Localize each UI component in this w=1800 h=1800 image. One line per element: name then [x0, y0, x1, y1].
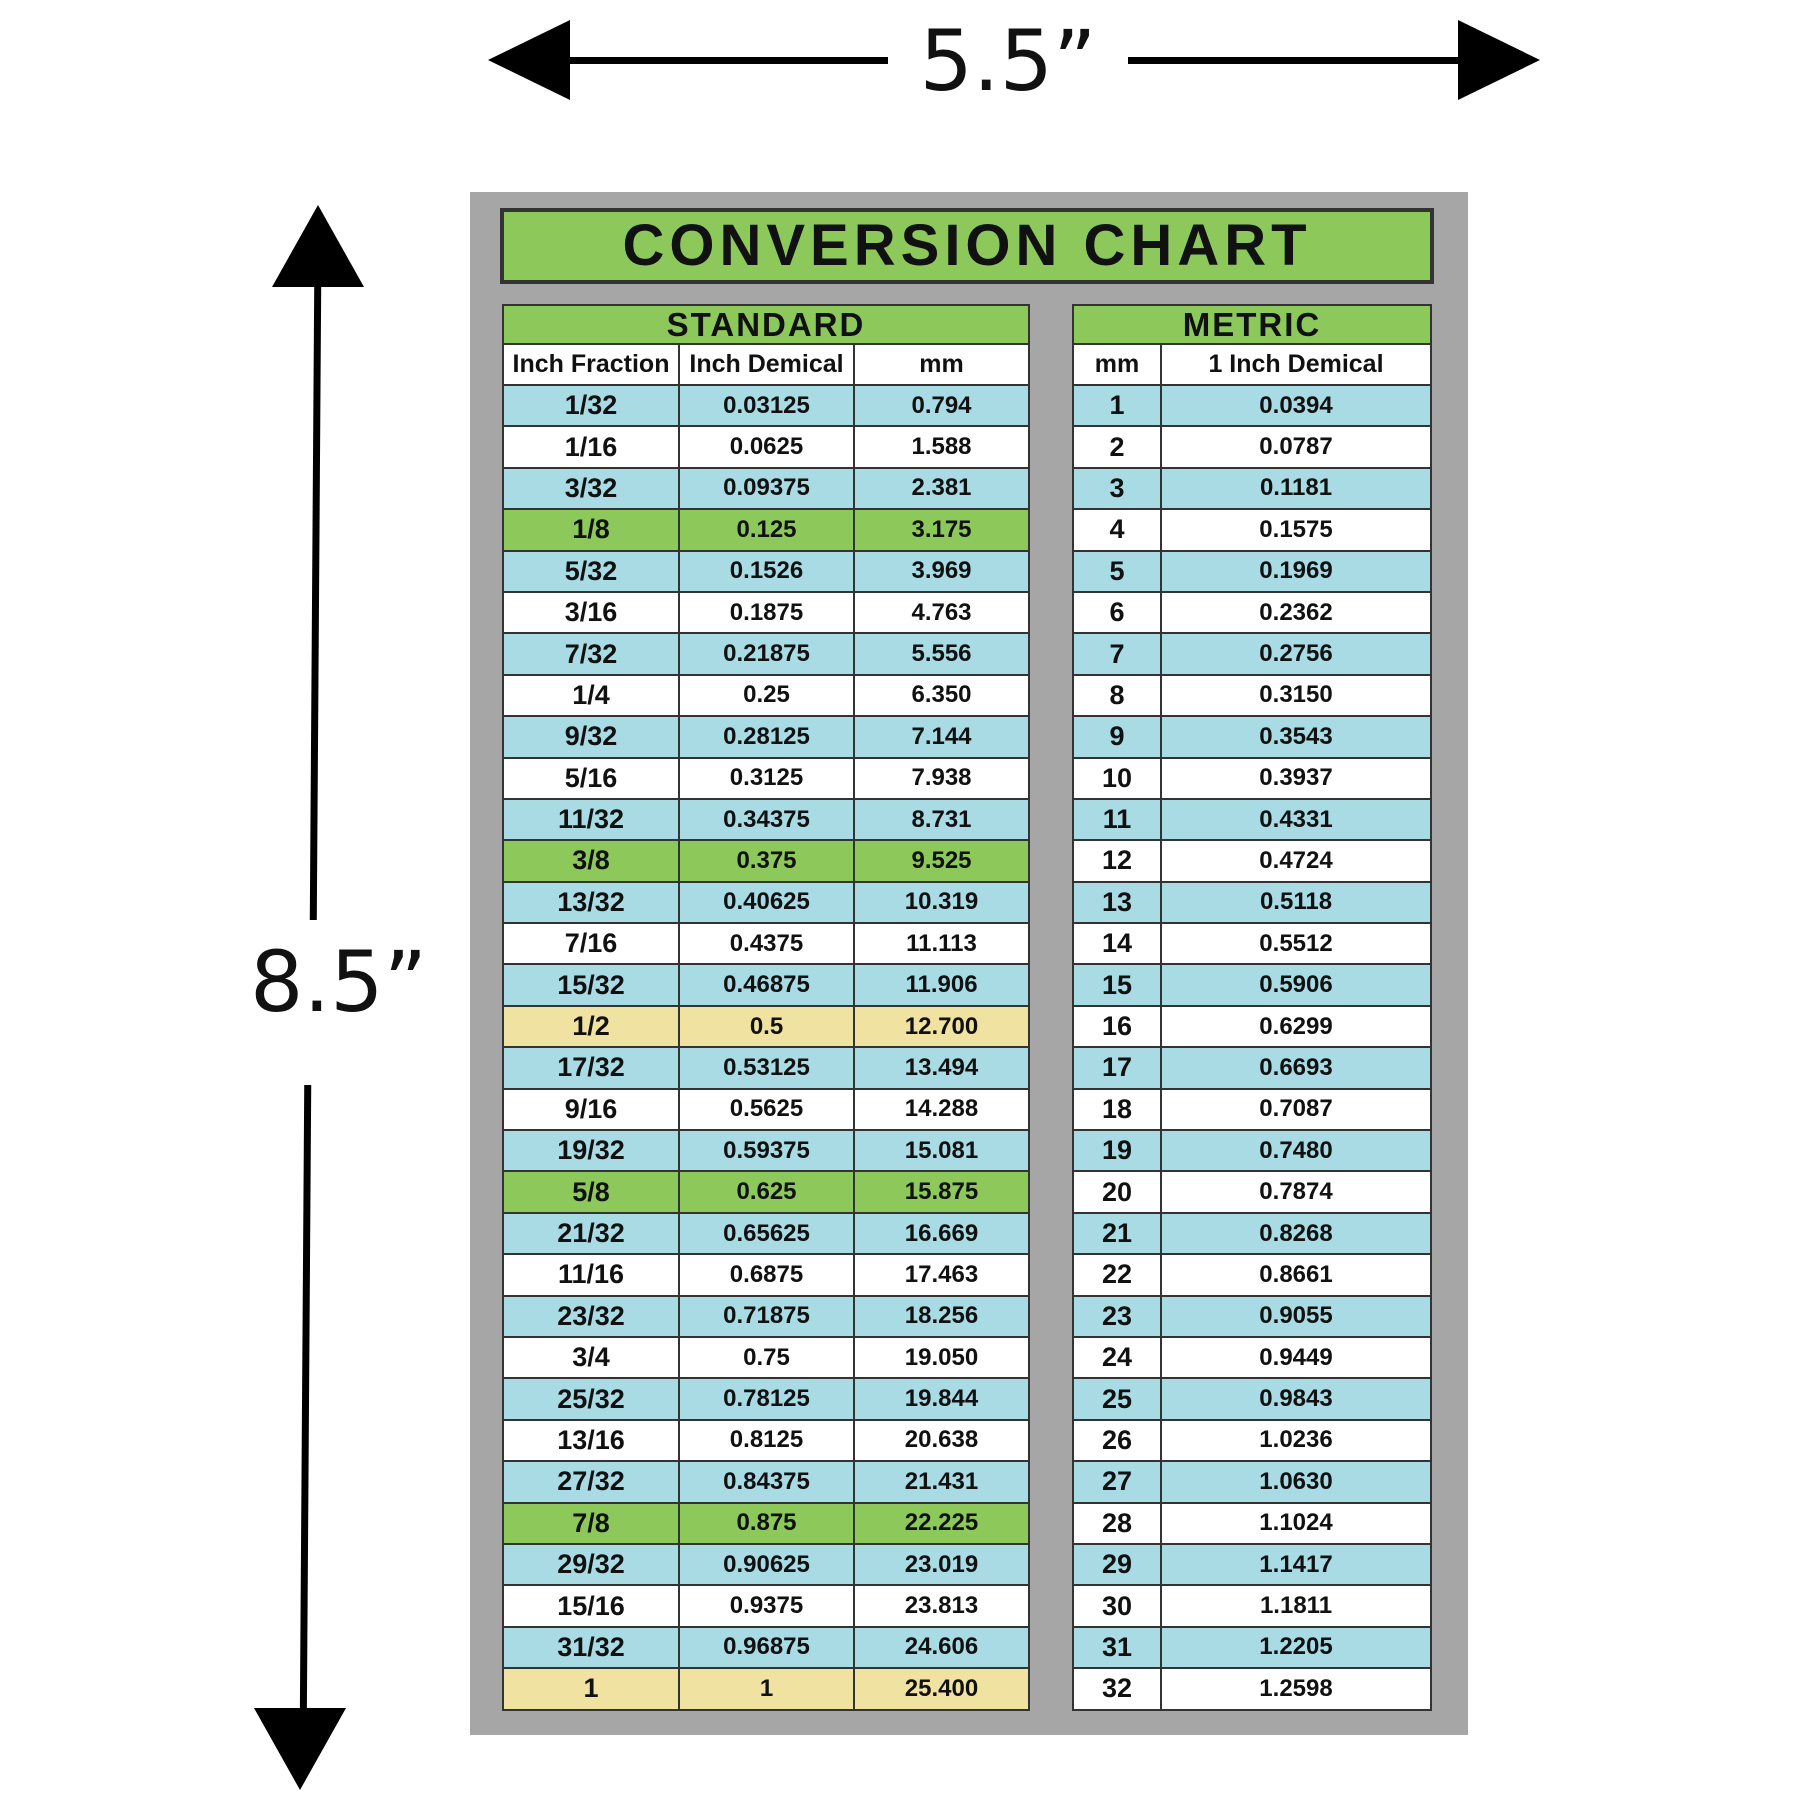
inch-decimal-cell: 1.1811 [1161, 1585, 1431, 1626]
decimal-cell: 0.65625 [679, 1213, 854, 1254]
inch-decimal-cell: 0.7480 [1161, 1130, 1431, 1171]
mm-cell: 3 [1073, 468, 1161, 509]
mm-cell: 21 [1073, 1213, 1161, 1254]
mm-cell: 4 [1073, 509, 1161, 550]
table-row [503, 1047, 1029, 1088]
decimal-cell: 0.09375 [679, 468, 854, 509]
mm-cell: 10.319 [854, 882, 1029, 923]
mm-cell: 8.731 [854, 799, 1029, 840]
fraction-cell: 3/32 [503, 468, 679, 509]
fraction-cell: 5/8 [503, 1171, 679, 1212]
decimal-cell: 0.625 [679, 1171, 854, 1212]
table-row [1073, 509, 1431, 550]
metric-table [1072, 304, 1432, 1711]
inch-decimal-cell: 0.3150 [1161, 675, 1431, 716]
mm-cell: 14 [1073, 923, 1161, 964]
inch-decimal-cell: 0.6299 [1161, 1006, 1431, 1047]
decimal-cell: 0.3125 [679, 758, 854, 799]
dimension-line [558, 57, 888, 64]
fraction-cell: 15/32 [503, 964, 679, 1005]
inch-decimal-cell: 0.1969 [1161, 551, 1431, 592]
mm-cell: 0.794 [854, 385, 1029, 426]
table-row [503, 426, 1029, 467]
inch-decimal-cell: 1.2205 [1161, 1627, 1431, 1668]
table-row [1073, 385, 1431, 426]
table-row [503, 1337, 1029, 1378]
table-row [503, 468, 1029, 509]
conversion-card [470, 192, 1468, 1735]
table-row [1073, 1130, 1431, 1171]
dimension-line [300, 1085, 311, 1725]
mm-cell: 6.350 [854, 675, 1029, 716]
table-row [1073, 1378, 1431, 1419]
table-row [1073, 716, 1431, 757]
fraction-cell: 1/2 [503, 1006, 679, 1047]
inch-decimal-cell: 1.0630 [1161, 1461, 1431, 1502]
table-row [503, 1378, 1029, 1419]
table-row [1073, 1337, 1431, 1378]
decimal-cell: 0.0625 [679, 426, 854, 467]
table-row [503, 964, 1029, 1005]
table-row [503, 1213, 1029, 1254]
table-row [503, 1503, 1029, 1544]
arrow-down-icon [254, 1708, 346, 1790]
inch-decimal-cell: 0.0394 [1161, 385, 1431, 426]
mm-cell: 16 [1073, 1006, 1161, 1047]
fraction-cell: 1/8 [503, 509, 679, 550]
inch-decimal-cell: 0.6693 [1161, 1047, 1431, 1088]
table-row [503, 716, 1029, 757]
table-row [1073, 1006, 1431, 1047]
table-row [503, 1420, 1029, 1461]
table-row [1073, 923, 1431, 964]
mm-cell: 15.875 [854, 1171, 1029, 1212]
table-row [503, 385, 1029, 426]
mm-cell: 29 [1073, 1544, 1161, 1585]
table-row [1073, 675, 1431, 716]
decimal-cell: 0.03125 [679, 385, 854, 426]
inch-decimal-cell: 0.0787 [1161, 426, 1431, 467]
table-row [1073, 1254, 1431, 1295]
decimal-cell: 0.9375 [679, 1585, 854, 1626]
table-row [1073, 1668, 1431, 1709]
table-row [503, 551, 1029, 592]
inch-decimal-cell: 0.7874 [1161, 1171, 1431, 1212]
column-header: Inch Demical [679, 344, 854, 385]
table-row [503, 840, 1029, 881]
fraction-cell: 3/16 [503, 592, 679, 633]
table-row [1073, 1627, 1431, 1668]
mm-cell: 9.525 [854, 840, 1029, 881]
column-header: mm [1073, 344, 1161, 385]
decimal-cell: 0.96875 [679, 1627, 854, 1668]
table-row [503, 799, 1029, 840]
inch-decimal-cell: 1.2598 [1161, 1668, 1431, 1709]
table-row [503, 758, 1029, 799]
inch-decimal-cell: 0.5512 [1161, 923, 1431, 964]
table-row [1073, 633, 1431, 674]
mm-cell: 1.588 [854, 426, 1029, 467]
metric-heading: METRIC [1073, 305, 1431, 344]
table-row [1073, 426, 1431, 467]
mm-cell: 14.288 [854, 1089, 1029, 1130]
table-row [503, 1544, 1029, 1585]
table-row [503, 633, 1029, 674]
mm-cell: 15 [1073, 964, 1161, 1005]
mm-cell: 16.669 [854, 1213, 1029, 1254]
mm-cell: 7.938 [854, 758, 1029, 799]
mm-cell: 13.494 [854, 1047, 1029, 1088]
mm-cell: 20.638 [854, 1420, 1029, 1461]
mm-cell: 5 [1073, 551, 1161, 592]
fraction-cell: 11/16 [503, 1254, 679, 1295]
mm-cell: 32 [1073, 1668, 1161, 1709]
table-row [503, 1089, 1029, 1130]
inch-decimal-cell: 0.8661 [1161, 1254, 1431, 1295]
mm-cell: 7.144 [854, 716, 1029, 757]
table-row [503, 1296, 1029, 1337]
decimal-cell: 0.5 [679, 1006, 854, 1047]
fraction-cell: 21/32 [503, 1213, 679, 1254]
mm-cell: 3.969 [854, 551, 1029, 592]
decimal-cell: 0.875 [679, 1503, 854, 1544]
mm-cell: 7 [1073, 633, 1161, 674]
table-row [1073, 468, 1431, 509]
table-row [503, 923, 1029, 964]
mm-cell: 2.381 [854, 468, 1029, 509]
table-row [1073, 1296, 1431, 1337]
mm-cell: 1 [1073, 385, 1161, 426]
mm-cell: 19.844 [854, 1378, 1029, 1419]
mm-cell: 3.175 [854, 509, 1029, 550]
fraction-cell: 29/32 [503, 1544, 679, 1585]
table-row [1073, 1585, 1431, 1626]
mm-cell: 23 [1073, 1296, 1161, 1337]
table-row [1073, 1420, 1431, 1461]
inch-decimal-cell: 0.5118 [1161, 882, 1431, 923]
width-dimension [488, 12, 1540, 110]
inch-decimal-cell: 0.2362 [1161, 592, 1431, 633]
decimal-cell: 0.28125 [679, 716, 854, 757]
inch-decimal-cell: 0.9055 [1161, 1296, 1431, 1337]
decimal-cell: 0.375 [679, 840, 854, 881]
mm-cell: 11.906 [854, 964, 1029, 1005]
mm-cell: 19 [1073, 1130, 1161, 1171]
fraction-cell: 3/4 [503, 1337, 679, 1378]
inch-decimal-cell: 1.1024 [1161, 1503, 1431, 1544]
table-row [1073, 1503, 1431, 1544]
mm-cell: 15.081 [854, 1130, 1029, 1171]
decimal-cell: 0.5625 [679, 1089, 854, 1130]
table-row [1073, 1461, 1431, 1502]
decimal-cell: 0.1875 [679, 592, 854, 633]
inch-decimal-cell: 0.4331 [1161, 799, 1431, 840]
mm-cell: 22 [1073, 1254, 1161, 1295]
fraction-cell: 25/32 [503, 1378, 679, 1419]
table-row [503, 675, 1029, 716]
decimal-cell: 0.84375 [679, 1461, 854, 1502]
mm-cell: 6 [1073, 592, 1161, 633]
mm-cell: 21.431 [854, 1461, 1029, 1502]
table-row [1073, 964, 1431, 1005]
fraction-cell: 13/32 [503, 882, 679, 923]
decimal-cell: 0.90625 [679, 1544, 854, 1585]
decimal-cell: 0.6875 [679, 1254, 854, 1295]
table-row [1073, 1171, 1431, 1212]
metric-rows [1073, 385, 1431, 1710]
table-row [1073, 551, 1431, 592]
mm-cell: 11.113 [854, 923, 1029, 964]
table-row [503, 1171, 1029, 1212]
fraction-cell: 7/8 [503, 1503, 679, 1544]
table-row [503, 509, 1029, 550]
fraction-cell: 23/32 [503, 1296, 679, 1337]
fraction-cell: 5/16 [503, 758, 679, 799]
table-row [503, 1585, 1029, 1626]
decimal-cell: 0.78125 [679, 1378, 854, 1419]
decimal-cell: 0.25 [679, 675, 854, 716]
mm-cell: 25.400 [854, 1668, 1029, 1709]
inch-decimal-cell: 0.2756 [1161, 633, 1431, 674]
fraction-cell: 9/16 [503, 1089, 679, 1130]
table-row [1073, 1047, 1431, 1088]
table-row [1073, 799, 1431, 840]
mm-cell: 18 [1073, 1089, 1161, 1130]
decimal-cell: 0.8125 [679, 1420, 854, 1461]
decimal-cell: 0.1526 [679, 551, 854, 592]
column-header: 1 Inch Demical [1161, 344, 1431, 385]
mm-cell: 2 [1073, 426, 1161, 467]
fraction-cell: 13/16 [503, 1420, 679, 1461]
table-row [1073, 1544, 1431, 1585]
standard-heading: STANDARD [503, 305, 1029, 344]
column-header: Inch Fraction [503, 344, 679, 385]
mm-cell: 17 [1073, 1047, 1161, 1088]
mm-cell: 26 [1073, 1420, 1161, 1461]
fraction-cell: 7/32 [503, 633, 679, 674]
fraction-cell: 3/8 [503, 840, 679, 881]
dimension-line [310, 285, 321, 920]
decimal-cell: 0.46875 [679, 964, 854, 1005]
table-row [503, 882, 1029, 923]
fraction-cell: 31/32 [503, 1627, 679, 1668]
mm-cell: 4.763 [854, 592, 1029, 633]
table-row [503, 1627, 1029, 1668]
mm-cell: 22.225 [854, 1503, 1029, 1544]
mm-cell: 12.700 [854, 1006, 1029, 1047]
mm-cell: 8 [1073, 675, 1161, 716]
table-row [503, 1130, 1029, 1171]
mm-cell: 27 [1073, 1461, 1161, 1502]
mm-cell: 11 [1073, 799, 1161, 840]
inch-decimal-cell: 0.8268 [1161, 1213, 1431, 1254]
table-row [1073, 840, 1431, 881]
inch-decimal-cell: 0.9449 [1161, 1337, 1431, 1378]
inch-decimal-cell: 1.1417 [1161, 1544, 1431, 1585]
mm-cell: 23.019 [854, 1544, 1029, 1585]
decimal-cell: 0.34375 [679, 799, 854, 840]
inch-decimal-cell: 0.4724 [1161, 840, 1431, 881]
decimal-cell: 0.40625 [679, 882, 854, 923]
fraction-cell: 1/16 [503, 426, 679, 467]
arrow-right-icon [1458, 20, 1540, 100]
decimal-cell: 0.21875 [679, 633, 854, 674]
fraction-cell: 19/32 [503, 1130, 679, 1171]
fraction-cell: 1/32 [503, 385, 679, 426]
table-row [503, 1461, 1029, 1502]
mm-cell: 9 [1073, 716, 1161, 757]
mm-cell: 10 [1073, 758, 1161, 799]
mm-cell: 17.463 [854, 1254, 1029, 1295]
inch-decimal-cell: 0.7087 [1161, 1089, 1431, 1130]
inch-decimal-cell: 0.9843 [1161, 1378, 1431, 1419]
height-label: 8.5” [250, 933, 428, 1031]
fraction-cell: 17/32 [503, 1047, 679, 1088]
mm-cell: 20 [1073, 1171, 1161, 1212]
fraction-cell: 7/16 [503, 923, 679, 964]
column-header: mm [854, 344, 1029, 385]
mm-cell: 12 [1073, 840, 1161, 881]
inch-decimal-cell: 0.1575 [1161, 509, 1431, 550]
mm-cell: 31 [1073, 1627, 1161, 1668]
decimal-cell: 0.53125 [679, 1047, 854, 1088]
mm-cell: 19.050 [854, 1337, 1029, 1378]
decimal-cell: 0.125 [679, 509, 854, 550]
decimal-cell: 0.4375 [679, 923, 854, 964]
inch-decimal-cell: 0.5906 [1161, 964, 1431, 1005]
arrow-up-icon [272, 205, 364, 287]
standard-rows [503, 385, 1029, 1710]
table-row [503, 1668, 1029, 1709]
table-row [1073, 882, 1431, 923]
mm-cell: 25 [1073, 1378, 1161, 1419]
table-row [1073, 758, 1431, 799]
table-row [1073, 1089, 1431, 1130]
decimal-cell: 0.71875 [679, 1296, 854, 1337]
standard-table [502, 304, 1030, 1711]
height-dimension [250, 205, 428, 1790]
mm-cell: 18.256 [854, 1296, 1029, 1337]
fraction-cell: 1/4 [503, 675, 679, 716]
mm-cell: 24.606 [854, 1627, 1029, 1668]
mm-cell: 28 [1073, 1503, 1161, 1544]
inch-decimal-cell: 0.1181 [1161, 468, 1431, 509]
decimal-cell: 0.59375 [679, 1130, 854, 1171]
fraction-cell: 11/32 [503, 799, 679, 840]
mm-cell: 13 [1073, 882, 1161, 923]
inch-decimal-cell: 1.0236 [1161, 1420, 1431, 1461]
table-row [503, 592, 1029, 633]
chart-title: CONVERSION CHART [500, 208, 1434, 284]
mm-cell: 24 [1073, 1337, 1161, 1378]
mm-cell: 5.556 [854, 633, 1029, 674]
fraction-cell: 9/32 [503, 716, 679, 757]
mm-cell: 30 [1073, 1585, 1161, 1626]
fraction-cell: 27/32 [503, 1461, 679, 1502]
table-row [1073, 592, 1431, 633]
decimal-cell: 0.75 [679, 1337, 854, 1378]
table-row [503, 1006, 1029, 1047]
fraction-cell: 5/32 [503, 551, 679, 592]
fraction-cell: 1 [503, 1668, 679, 1709]
width-label: 5.5” [919, 12, 1097, 110]
inch-decimal-cell: 0.3543 [1161, 716, 1431, 757]
dimension-line [1128, 57, 1468, 64]
mm-cell: 23.813 [854, 1585, 1029, 1626]
fraction-cell: 15/16 [503, 1585, 679, 1626]
table-row [503, 1254, 1029, 1295]
table-row [1073, 1213, 1431, 1254]
decimal-cell: 1 [679, 1668, 854, 1709]
inch-decimal-cell: 0.3937 [1161, 758, 1431, 799]
